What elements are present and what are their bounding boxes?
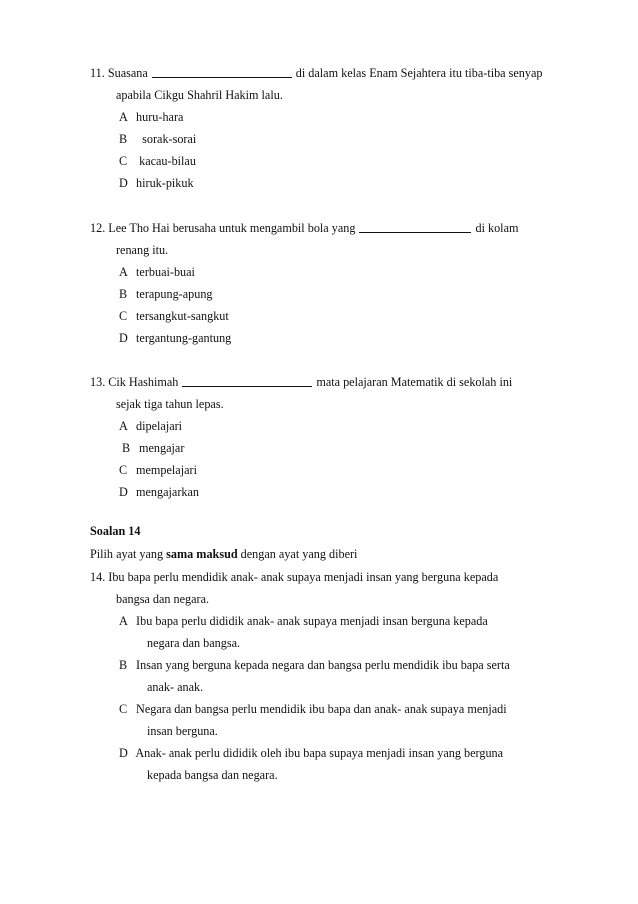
question-11 [90, 62, 560, 194]
option-b[interactable]: B mengajar [122, 441, 185, 455]
option-c[interactable]: C tersangkut-sangkut [119, 309, 229, 323]
question-11-text-end: di dalam kelas Enam Sejahtera itu tiba-tiba senyap [295, 66, 543, 80]
question-11-text-start: 11. Suasana [90, 66, 148, 80]
answer-blank [152, 65, 292, 78]
option-d[interactable]: D hiruk-pikuk [119, 176, 194, 190]
question-13 [90, 371, 560, 503]
question-14-line-2: bangsa dan negara. [116, 592, 210, 606]
question-11-line-2: apabila Cikgu Shahril Hakim lalu. [116, 88, 283, 102]
option-c[interactable]: C mempelajari [119, 463, 197, 477]
question-13-text-end: mata pelajaran Matematik di sekolah ini [316, 375, 513, 389]
section-instruction: Pilih ayat yang sama maksud dengan ayat yang diberi [90, 547, 358, 561]
question-12-line-1 [90, 217, 560, 239]
option-b[interactable]: B terapung-apung [119, 287, 213, 301]
option-c[interactable]: C kacau-bilau [119, 154, 196, 168]
question-13-text-start: 13. Cik Hashimah [90, 375, 179, 389]
option-a[interactable]: A dipelajari [119, 419, 183, 433]
question-11-line-1 [90, 62, 560, 84]
option-d[interactable]: D mengajarkan [119, 485, 199, 499]
question-12-line-2: renang itu. [116, 243, 169, 257]
question-12 [90, 217, 560, 349]
question-13-line-2: sejak tiga tahun lepas. [116, 397, 224, 411]
option-c[interactable]: C Negara dan bangsa perlu mendidik ibu bapa dan anak- anak supaya menjadi insan berguna. [119, 702, 507, 738]
question-14-line-1: 14. Ibu bapa perlu mendidik anak- anak supaya menjadi insan yang berguna kepada [90, 570, 499, 584]
question-14 [90, 566, 570, 786]
answer-blank [359, 220, 471, 233]
question-12-text-start: 12. Lee Tho Hai berusaha untuk mengambil bola yang [90, 221, 356, 235]
option-a[interactable]: A Ibu bapa perlu dididik anak- anak supaya menjadi insan berguna kepada negara dan bangsa. [119, 614, 488, 650]
question-13-line-1 [90, 371, 560, 393]
option-b[interactable]: B Insan yang berguna kepada negara dan bangsa perlu mendidik ibu bapa serta anak- anak. [119, 658, 510, 694]
option-a[interactable]: A terbuai-buai [119, 265, 195, 279]
option-d[interactable]: D tergantung-gantung [119, 331, 232, 345]
emphasis-text: sama maksud [166, 547, 238, 561]
section-title: Soalan 14 [90, 524, 141, 538]
option-d[interactable]: D Anak- anak perlu dididik oleh ibu bapa supaya menjadi insan yang berguna kepada bangsa dan negara. [119, 746, 504, 782]
option-a[interactable]: A huru-hara [119, 110, 184, 124]
question-12-text-end: di kolam [475, 221, 519, 235]
option-b[interactable]: B sorak-sorai [119, 132, 197, 146]
answer-blank [182, 374, 312, 387]
